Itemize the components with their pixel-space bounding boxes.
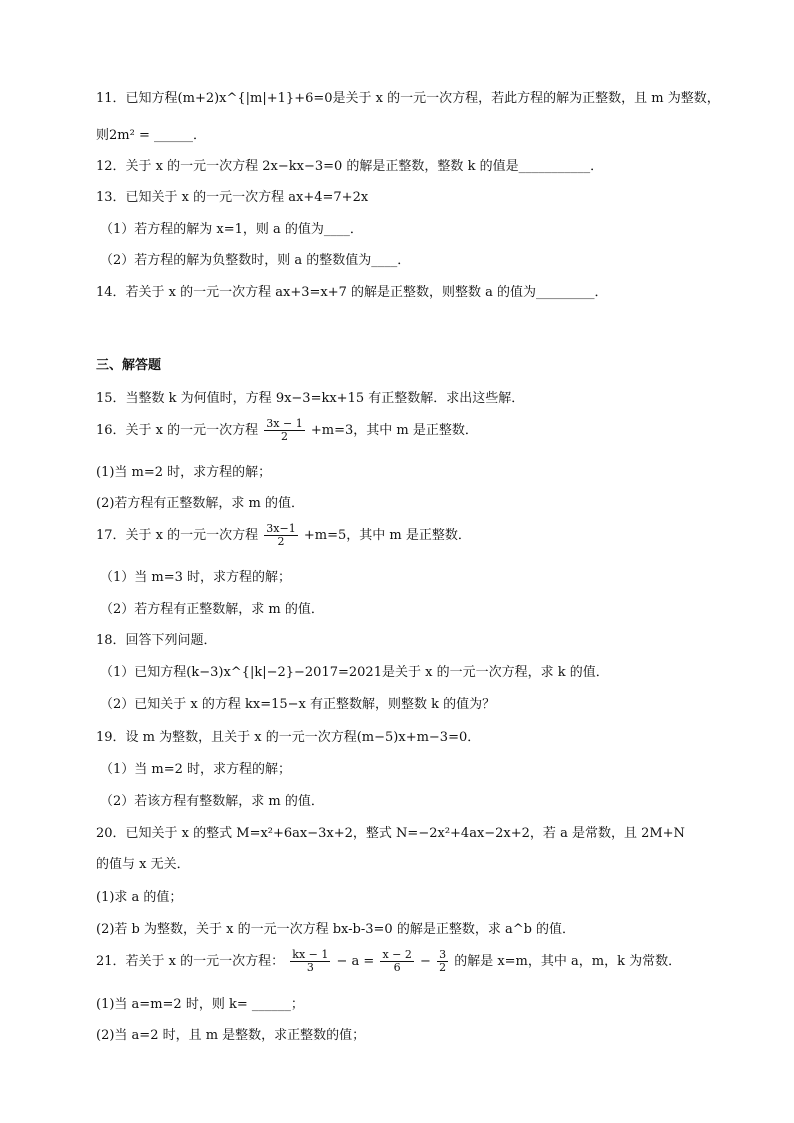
- fraction-numerator: 3: [439, 948, 447, 961]
- fraction-denominator: 2: [277, 535, 285, 548]
- problem-16-stem-b: +m=3，其中 m 是正整数．: [310, 423, 478, 438]
- problem-20-line-2: 的值与 x 无关．: [96, 857, 190, 872]
- fraction-denominator: 3: [306, 961, 314, 974]
- problem-16-stem: [96, 418, 736, 444]
- problem-21-mid-2: −: [420, 954, 431, 969]
- problem-20-sub-1: (1)求 a 的值；: [96, 890, 183, 905]
- problem-17-stem: [96, 523, 736, 549]
- problem-16-fraction: [264, 418, 304, 443]
- problem-21-sub-2: (2)当 a=2 时，且 m 是整数，求正整数的值；: [96, 1028, 366, 1043]
- fraction-numerator: 3x−1: [266, 522, 296, 535]
- problem-16-stem-a: 16．关于 x 的一元一次方程: [96, 423, 259, 438]
- problem-20-sub-2: (2)若 b 为整数，关于 x 的一元一次方程 bx-b-3=0 的解是正整数，求 a^b 的值．: [96, 922, 576, 937]
- problem-21-mid-1: − a =: [336, 954, 375, 969]
- problem-18-sub-2: （2）已知关于 x 的方程 kx=15−x 有正整数解，则整数 k 的值为？: [100, 697, 496, 712]
- problem-11-line-2: 则2m² = ______．: [96, 128, 206, 143]
- problem-11-line-1: 11．已知方程(m+2)x^{|m|+1}+6=0是关于 x 的一元一次方程，若此方程的解为正整数，且 m 为整数，: [96, 91, 720, 106]
- problem-12: 12．关于 x 的一元一次方程 2x−kx−3=0 的解是正整数，整数 k 的值是___________．: [96, 159, 604, 174]
- problem-21-sub-1: (1)当 a=m=2 时，则 k= ______；: [96, 997, 304, 1012]
- problem-17-stem-b: +m=5，其中 m 是正整数．: [303, 528, 471, 543]
- problem-17-stem-a: 17．关于 x 的一元一次方程: [96, 528, 259, 543]
- problem-13-sub-2: （2）若方程的解为负整数时，则 a 的整数值为____．: [100, 253, 411, 268]
- problem-17-sub-2: （2）若方程有正整数解，求 m 的值．: [100, 602, 324, 617]
- problem-14: 14．若关于 x 的一元一次方程 ax+3=x+7 的解是正整数，则整数 a 的值为_________．: [96, 285, 608, 300]
- fraction-denominator: 6: [393, 961, 401, 974]
- problem-21-fraction-2: [380, 949, 413, 974]
- problem-19-sub-1: （1）当 m=2 时，求方程的解；: [100, 762, 292, 777]
- fraction-denominator: 2: [280, 430, 288, 443]
- problem-17-fraction: [264, 523, 297, 548]
- problem-13-sub-1: （1）若方程的解为 x=1，则 a 的值为____．: [100, 222, 363, 237]
- problem-18-stem: 18．回答下列问题．: [96, 633, 217, 648]
- problem-21-stem: [96, 949, 736, 975]
- problem-16-sub-1: (1)当 m=2 时，求方程的解；: [96, 465, 272, 480]
- problem-18-sub-1: （1）已知方程(k−3)x^{|k|−2}−2017=2021是关于 x 的一元一次方程，求 k 的值．: [100, 665, 609, 680]
- problem-21-stem-b: 的解是 x=m，其中 a，m，k 为常数．: [454, 954, 682, 969]
- problem-19-stem: 19．设 m 为整数，且关于 x 的一元一次方程(m−5)x+m−3=0．: [96, 730, 481, 745]
- problem-15: 15．当整数 k 为何值时，方程 9x−3=kx+15 有正整数解．求出这些解．: [96, 391, 525, 406]
- problem-17-sub-1: （1）当 m=3 时，求方程的解；: [100, 570, 292, 585]
- problem-21-fraction-3: [437, 949, 448, 974]
- problem-20-line-1: 20．已知关于 x 的整式 M=x²+6ax−3x+2，整式 N=−2x²+4ax−2x+2，若 a 是常数，且 2M+N: [96, 826, 685, 841]
- problem-13-stem: 13．已知关于 x 的一元一次方程 ax+4=7+2x: [96, 190, 369, 205]
- section-3-heading: 三、解答题: [96, 358, 162, 373]
- fraction-numerator: kx − 1: [292, 948, 329, 961]
- fraction-denominator: 2: [439, 961, 447, 974]
- problem-21-fraction-1: [290, 949, 330, 974]
- problem-21-stem-a: 21．若关于 x 的一元一次方程：: [96, 954, 285, 969]
- fraction-numerator: 3x − 1: [266, 417, 303, 430]
- problem-19-sub-2: （2）若该方程有整数解，求 m 的值．: [100, 794, 324, 809]
- fraction-numerator: x − 2: [382, 948, 412, 961]
- problem-16-sub-2: (2)若方程有正整数解，求 m 的值．: [96, 496, 305, 511]
